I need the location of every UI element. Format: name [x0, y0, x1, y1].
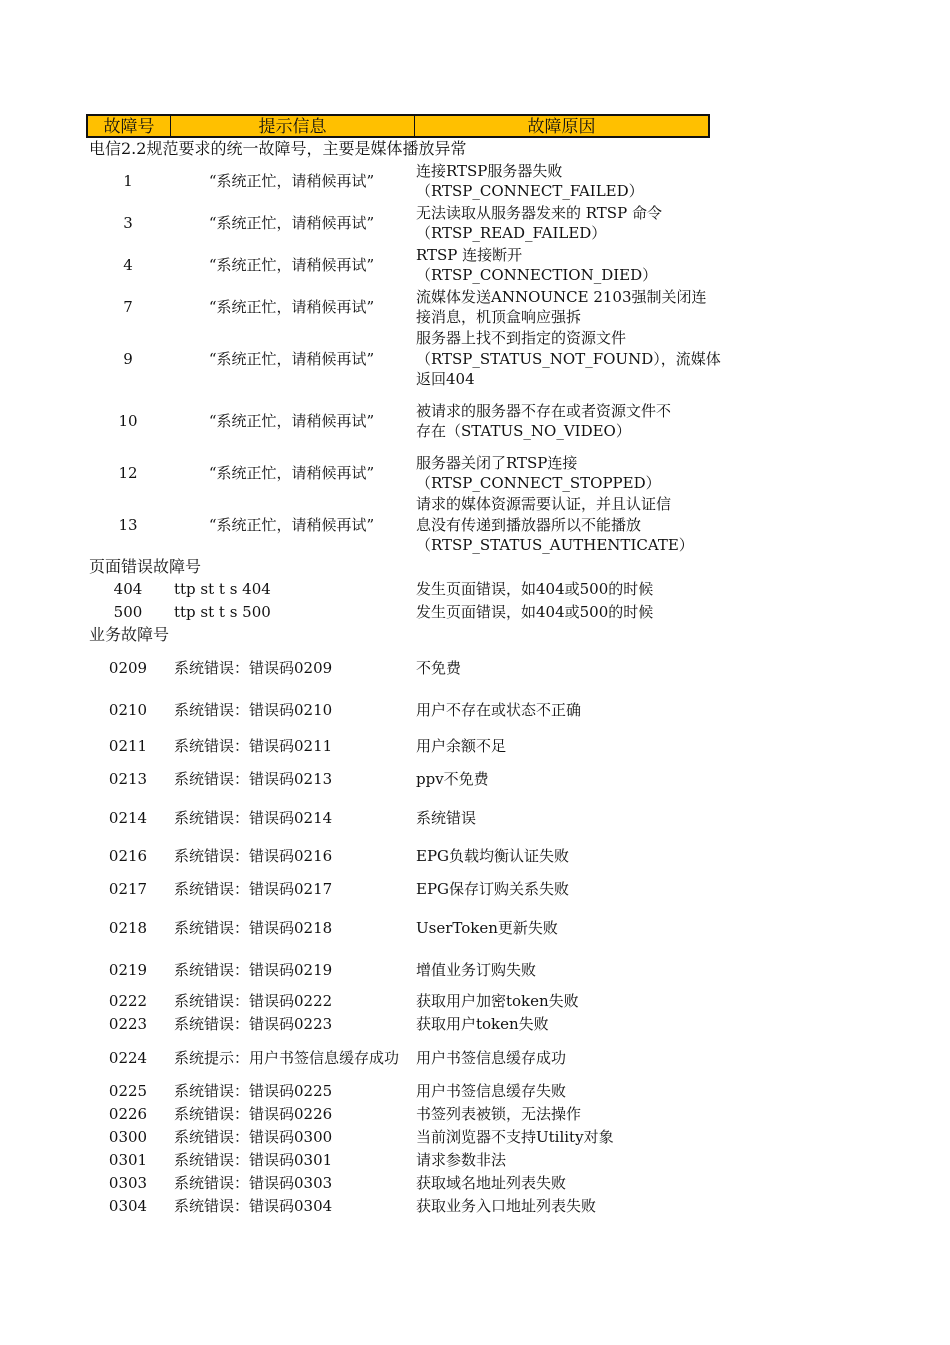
fault-cause-line: 请求参数非法	[416, 1151, 507, 1170]
fault-cause	[413, 1173, 710, 1194]
fault-code: 0216	[108, 847, 148, 866]
fault-cause-line: UserToken更新失败	[416, 918, 558, 937]
fault-cause-line: RTSP 连接断开	[416, 245, 523, 264]
table-row	[86, 578, 710, 601]
prompt-message: “系统正忙，请稍候再试”	[208, 349, 375, 368]
fault-cause-line: 连接RTSP服务器失败	[416, 161, 563, 180]
prompt-message: 系统错误：错误码0213	[174, 770, 333, 789]
prompt-message: 系统错误：错误码0219	[174, 960, 333, 979]
table-row	[86, 1080, 710, 1103]
fault-code: 9	[123, 349, 133, 368]
table-row	[86, 1195, 710, 1218]
fault-cause	[413, 203, 710, 244]
table-row	[86, 328, 721, 390]
table-row	[86, 1172, 710, 1195]
fault-cause	[413, 808, 710, 829]
prompt-message: 系统错误：错误码0301	[174, 1151, 333, 1170]
fault-cause-line: 获取业务入口地址列表失败	[416, 1197, 597, 1216]
table-row	[86, 160, 710, 202]
fault-code: 10	[118, 411, 138, 430]
fault-cause	[413, 736, 710, 757]
table-body	[86, 138, 721, 1218]
fault-cause	[413, 1081, 710, 1102]
fault-code: 4	[123, 255, 133, 274]
fault-cause	[413, 991, 710, 1012]
table-row	[86, 452, 710, 494]
prompt-message: 系统错误：错误码0304	[174, 1197, 333, 1216]
fault-cause	[413, 1014, 710, 1035]
fault-cause-line: （RTSP_CONNECTION_DIED）	[416, 266, 658, 284]
table-row	[86, 840, 710, 873]
fault-code-sheet	[86, 114, 721, 1218]
fault-code: 500	[113, 603, 143, 622]
prompt-message: 系统错误：错误码0223	[174, 1015, 333, 1034]
fault-cause-line: 无法读取从服务器发来的 RTSP 命令	[416, 203, 662, 222]
fault-cause	[413, 401, 710, 442]
prompt-message: 系统错误：错误码0222	[174, 992, 333, 1011]
fault-cause	[413, 1150, 710, 1171]
fault-cause-line: 接消息，机顶盒响应强拆	[416, 308, 582, 326]
fault-cause	[413, 1104, 710, 1125]
table-row	[86, 494, 710, 556]
section-title: 业务故障号	[89, 625, 170, 644]
fault-cause	[413, 658, 710, 679]
fault-code: 0214	[108, 808, 148, 827]
table-row	[86, 1149, 710, 1172]
fault-cause	[413, 769, 710, 790]
table-row	[86, 690, 710, 730]
fault-cause	[413, 287, 710, 328]
table-row	[86, 873, 710, 906]
fault-cause-line: 息没有传递到播放器所以不能播放	[416, 515, 642, 534]
fault-code: 0210	[108, 700, 148, 719]
prompt-message: 系统错误：错误码0209	[174, 658, 333, 677]
fault-cause	[413, 918, 710, 939]
header-fault-code: 故障号	[88, 116, 171, 136]
fault-cause-line: 存在（STATUS_NO_VIDEO）	[416, 422, 631, 440]
prompt-message: 系统错误：错误码0226	[174, 1105, 333, 1124]
prompt-message: 系统提示：用户书签信息缓存成功	[174, 1048, 400, 1067]
fault-code: 0211	[108, 737, 148, 756]
section-title: 页面错误故障号	[89, 557, 202, 576]
prompt-message: “系统正忙，请稍候再试”	[208, 515, 375, 534]
fault-code: 0219	[108, 960, 148, 979]
fault-code: 0222	[108, 992, 148, 1011]
table-row	[86, 1103, 710, 1126]
prompt-message: 系统错误：错误码0214	[174, 808, 333, 827]
fault-cause-line: 增值业务订购失败	[416, 960, 537, 979]
fault-cause-line: （RTSP_CONNECT_FAILED）	[416, 182, 644, 200]
prompt-message: 系统错误：错误码0300	[174, 1128, 333, 1147]
fault-cause-line: 当前浏览器不支持Utility对象	[416, 1128, 614, 1147]
prompt-message: “系统正忙，请稍候再试”	[208, 255, 375, 274]
fault-code: 0218	[108, 918, 148, 937]
fault-cause-line: （RTSP_CONNECT_STOPPED）	[416, 474, 661, 492]
fault-cause	[413, 453, 710, 494]
fault-code: 12	[118, 463, 138, 482]
fault-code: 3	[123, 213, 133, 232]
fault-code: 0301	[108, 1151, 148, 1170]
fault-cause-line: 用户书签信息缓存成功	[416, 1048, 567, 1067]
fault-cause	[413, 328, 721, 390]
fault-cause-line: 不免费	[416, 658, 462, 677]
fault-code: 0300	[108, 1128, 148, 1147]
table-row	[86, 763, 710, 796]
table-row	[86, 950, 710, 990]
fault-cause	[413, 879, 710, 900]
prompt-message: 系统错误：错误码0217	[174, 880, 333, 899]
fault-cause-line: 获取用户token失败	[416, 1015, 549, 1034]
prompt-message: “系统正忙，请稍候再试”	[208, 297, 375, 316]
prompt-message: “系统正忙，请稍候再试”	[208, 171, 375, 190]
fault-code: 13	[118, 515, 138, 534]
table-row	[86, 646, 710, 690]
table-row	[86, 1013, 710, 1036]
table-header	[86, 114, 710, 138]
table-row	[86, 601, 710, 624]
fault-cause	[413, 245, 710, 286]
fault-cause	[413, 700, 710, 721]
header-prompt-message: 提示信息	[171, 116, 415, 136]
fault-code: 1	[123, 171, 133, 190]
prompt-message: 系统错误：错误码0303	[174, 1174, 333, 1193]
fault-code: 0223	[108, 1015, 148, 1034]
fault-cause-line: 发生页面错误，如404或500的时候	[416, 580, 654, 599]
fault-cause-line: EPG保存订购关系失败	[416, 880, 570, 899]
fault-code: 7	[123, 297, 133, 316]
table-row	[86, 796, 710, 840]
table-row	[86, 202, 710, 244]
fault-code: 0303	[108, 1174, 148, 1193]
table-row	[86, 730, 710, 763]
fault-cause-line: ppv不免费	[416, 770, 489, 789]
section-title: 电信2.2规范要求的统一故障号，主要是媒体播放异常	[89, 139, 467, 158]
table-row	[86, 906, 710, 950]
table-row	[86, 244, 710, 286]
prompt-message: ttp st t s 500	[174, 603, 271, 622]
fault-code: 0304	[108, 1197, 148, 1216]
fault-cause	[413, 579, 710, 600]
prompt-message: 系统错误：错误码0210	[174, 700, 333, 719]
fault-cause-line: 流媒体发送ANNOUNCE 2103强制关闭连	[416, 287, 707, 306]
fault-code: 0225	[108, 1082, 148, 1101]
fault-cause-line: 获取用户加密token失败	[416, 992, 579, 1011]
fault-code: 0217	[108, 880, 148, 899]
header-fault-cause: 故障原因	[527, 117, 596, 137]
prompt-message: 系统错误：错误码0225	[174, 1082, 333, 1101]
fault-code: 0213	[108, 770, 148, 789]
fault-code: 0209	[108, 658, 148, 677]
fault-cause-line: 请求的媒体资源需要认证，并且认证信	[416, 495, 672, 514]
fault-cause	[413, 494, 710, 556]
fault-cause-line: 用户余额不足	[416, 737, 507, 756]
fault-cause-line: 用户不存在或状态不正确	[416, 700, 582, 719]
table-row	[86, 286, 710, 328]
fault-code: 0224	[108, 1048, 148, 1067]
prompt-message: 系统错误：错误码0218	[174, 918, 333, 937]
fault-cause	[413, 1048, 710, 1069]
table-row	[86, 1126, 710, 1149]
fault-cause-line: 被请求的服务器不存在或者资源文件不	[416, 401, 672, 420]
fault-cause-line: （RTSP_READ_FAILED）	[416, 224, 607, 242]
table-row	[86, 1036, 710, 1080]
fault-cause-line: 用户书签信息缓存失败	[416, 1082, 567, 1101]
fault-cause-line: 服务器上找不到指定的资源文件	[416, 329, 627, 348]
fault-cause	[413, 960, 710, 981]
fault-cause-line: 系统错误	[416, 808, 477, 827]
table-row	[86, 990, 710, 1013]
fault-cause-line: （RTSP_STATUS_NOT_FOUND），流媒体	[416, 349, 721, 368]
fault-cause	[413, 602, 710, 623]
table-row	[86, 390, 710, 452]
fault-cause-line: 发生页面错误，如404或500的时候	[416, 603, 654, 622]
prompt-message: 系统错误：错误码0211	[174, 737, 333, 756]
fault-cause	[413, 846, 710, 867]
fault-cause-line: 获取域名地址列表失败	[416, 1174, 567, 1193]
fault-cause	[413, 1127, 710, 1148]
fault-cause	[413, 1196, 710, 1217]
fault-cause-line: （RTSP_STATUS_AUTHENTICATE）	[416, 536, 694, 555]
fault-cause-line: EPG负载均衡认证失败	[416, 847, 570, 866]
fault-cause-line: 服务器关闭了RTSP连接	[416, 453, 578, 472]
fault-cause	[413, 161, 710, 202]
fault-code: 0226	[108, 1105, 148, 1124]
prompt-message: “系统正忙，请稍候再试”	[208, 213, 375, 232]
fault-cause-line: 书签列表被锁，无法操作	[416, 1105, 582, 1124]
fault-code: 404	[113, 580, 143, 599]
prompt-message: ttp st t s 404	[174, 580, 271, 599]
prompt-message: 系统错误：错误码0216	[174, 847, 333, 866]
prompt-message: “系统正忙，请稍候再试”	[208, 411, 375, 430]
fault-cause-line: 返回404	[416, 370, 475, 389]
prompt-message: “系统正忙，请稍候再试”	[208, 463, 375, 482]
